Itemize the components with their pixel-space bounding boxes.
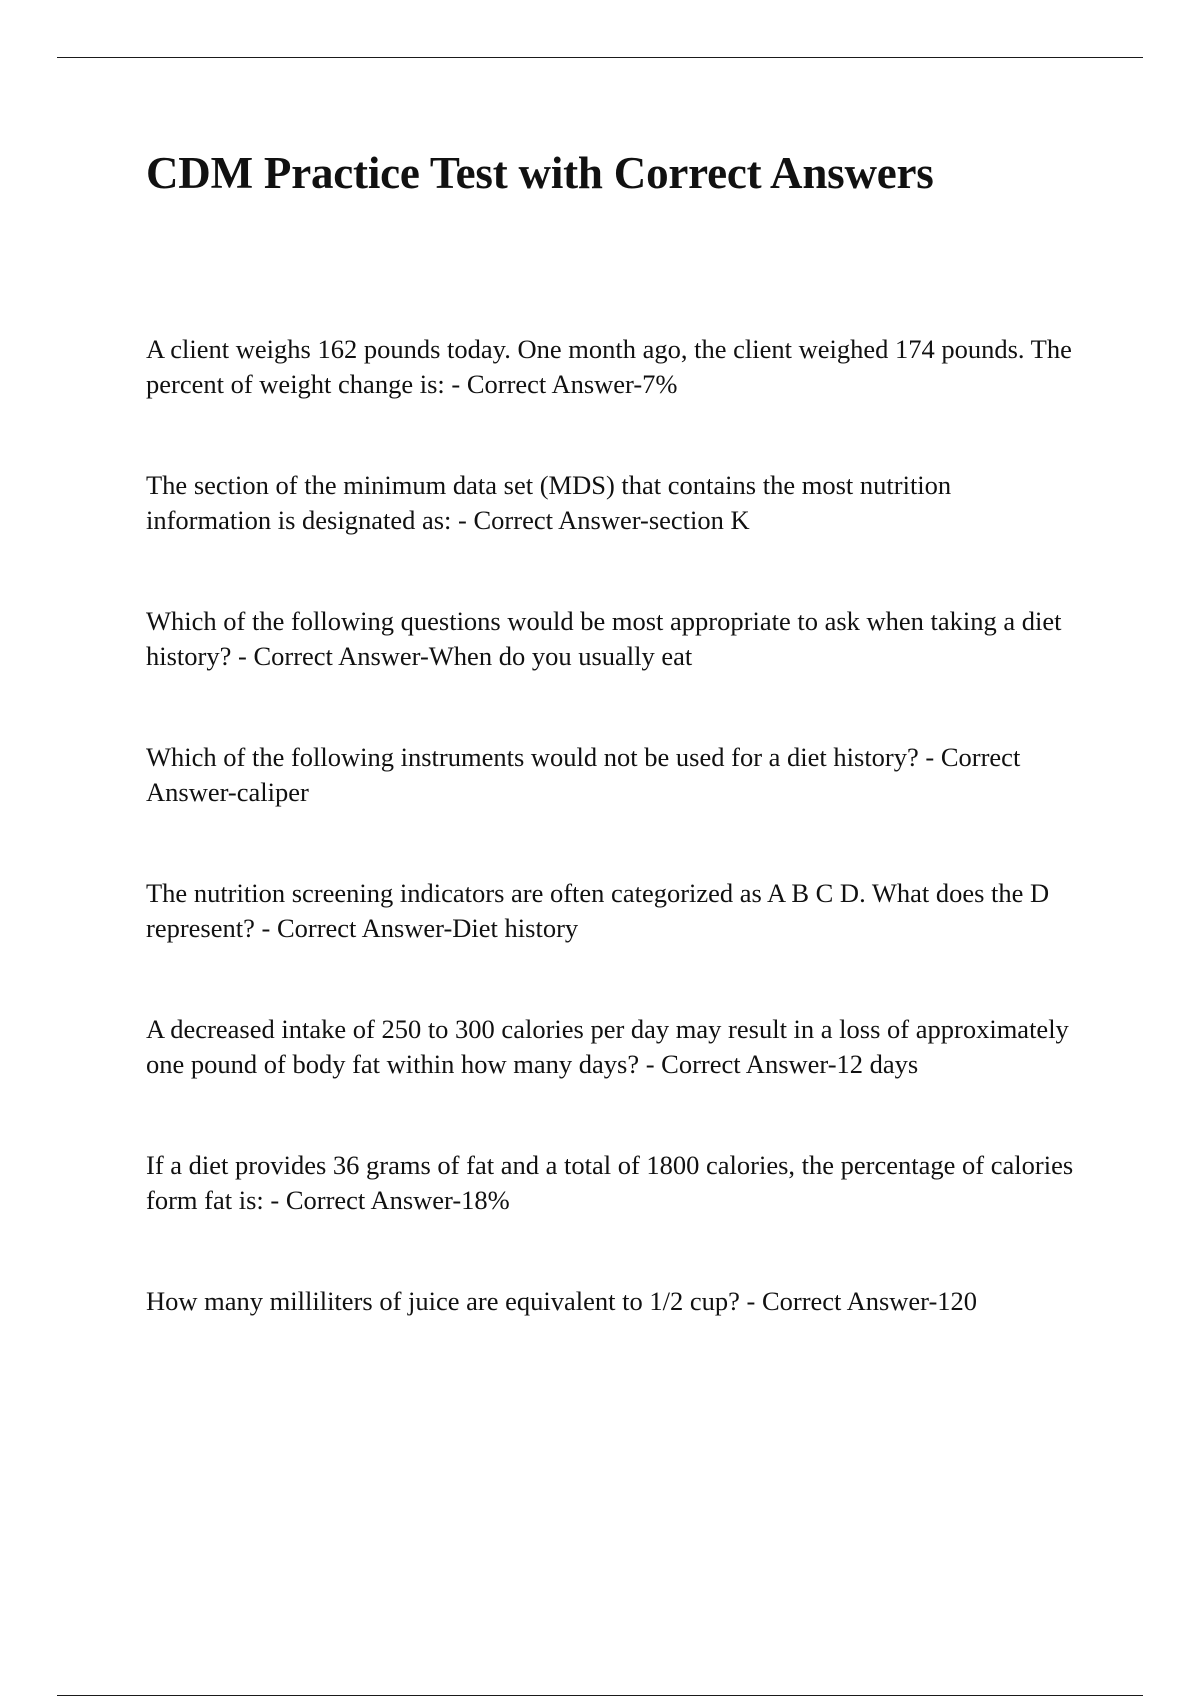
question-item: Which of the following instruments would not be used for a diet history? - Correct Answer-caliper	[146, 742, 1021, 807]
question-item: If a diet provides 36 grams of fat and a total of 1800 calories, the percentage of calories form fat is: - Correct Answer-18%	[146, 1150, 1074, 1215]
question-item: How many milliliters of juice are equivalent to 1/2 cup? - Correct Answer-120	[146, 1286, 978, 1316]
footer-rule	[57, 1695, 1143, 1696]
document-title: CDM Practice Test with Correct Answers	[146, 148, 934, 198]
header-rule	[57, 57, 1143, 58]
question-item: A client weighs 162 pounds today. One month ago, the client weighed 174 pounds. The percent of weight change is: - Correct Answer-7%	[146, 334, 1072, 399]
question-item: The section of the minimum data set (MDS) that contains the most nutrition information is designated as: - Correct Answer-section K	[146, 470, 952, 535]
question-item: Which of the following questions would be most appropriate to ask when taking a diet history? - Correct Answer-When do you usually eat	[146, 606, 1062, 671]
question-item: A decreased intake of 250 to 300 calories per day may result in a loss of approximately one pound of body fat within how many days? - Correct Answer-12 days	[146, 1014, 1069, 1079]
question-list	[146, 332, 1076, 1386]
question-item: The nutrition screening indicators are often categorized as A B C D. What does the D represent? - Correct Answer-Diet history	[146, 878, 1050, 943]
